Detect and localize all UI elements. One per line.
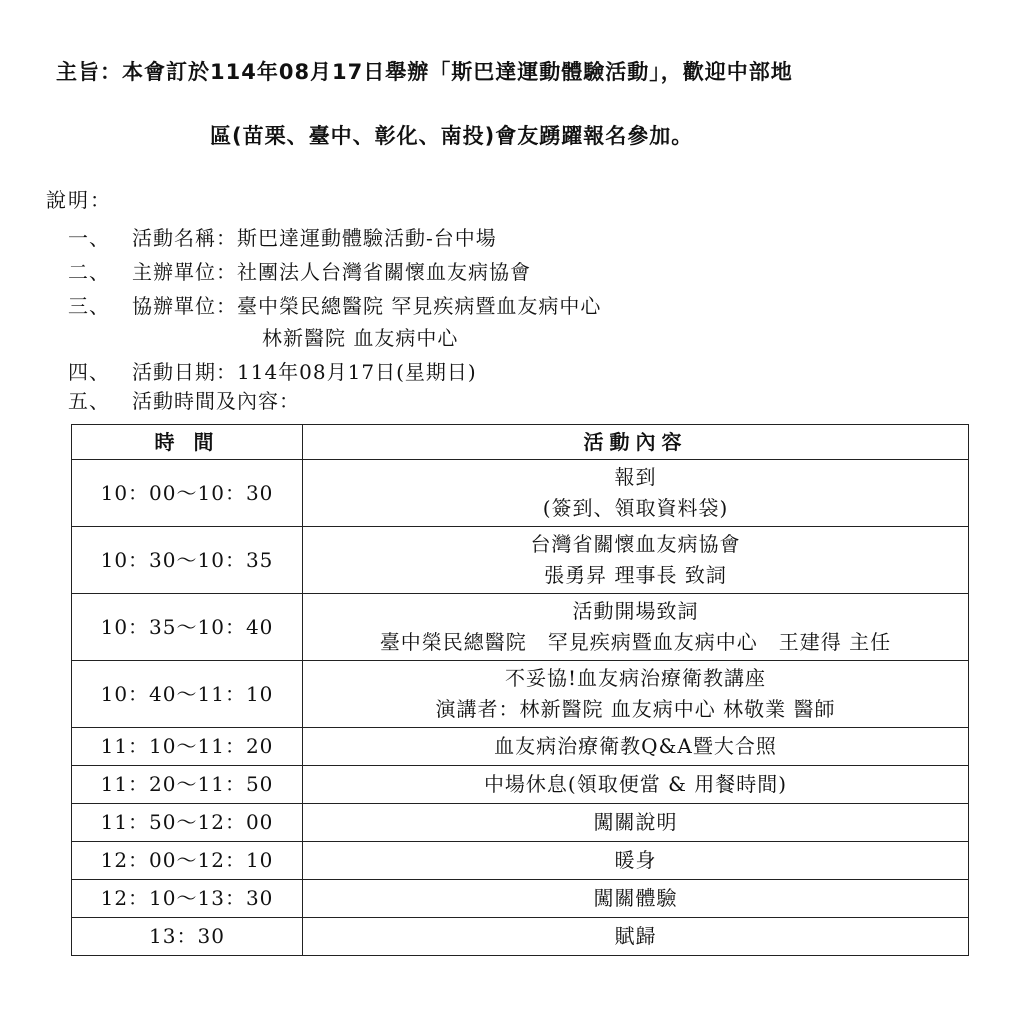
schedule-row (72, 880, 969, 918)
item-activity-name (68, 222, 497, 251)
item-key: 活動日期： (132, 360, 237, 384)
item-number: 一、 (68, 226, 110, 250)
item-key: 協辦單位： (132, 294, 237, 318)
schedule-row (72, 661, 969, 728)
content-line: 活動開場致詞 (572, 599, 699, 623)
time-cell: 12：00～12：10 (72, 842, 303, 880)
content-cell (303, 842, 969, 880)
schedule-header-row (72, 425, 969, 460)
content-line: 血友病治療衛教Q&A暨大合照 (494, 734, 777, 758)
content-line: 不妥協!血友病治療衛教講座 (504, 666, 767, 690)
item-co-organizer (68, 290, 601, 319)
item-activity-date (68, 356, 477, 385)
schedule-row (72, 527, 969, 594)
item-number: 三、 (68, 294, 110, 318)
content-line: 台灣省關懷血友病協會 (530, 532, 741, 556)
content-line: (簽到、領取資料袋) (542, 496, 729, 520)
content-line: 暖身 (614, 848, 657, 872)
content-cell (303, 728, 969, 766)
item-co-organizer-second: 林新醫院 血友病中心 (262, 326, 459, 350)
time-cell: 11：50～12：00 (72, 804, 303, 842)
content-cell (303, 918, 969, 956)
content-line: 賦歸 (614, 924, 657, 948)
time-cell: 13：30 (72, 918, 303, 956)
schedule-row (72, 766, 969, 804)
schedule-table (71, 424, 969, 956)
subject-line-2: 區(苗栗、臺中、彰化、南投)會友踴躍報名參加。 (210, 124, 694, 148)
explanation-label: 說明： (46, 188, 112, 212)
item-number: 二、 (68, 260, 110, 284)
item-key: 活動名稱： (132, 226, 237, 250)
content-line: 闖關體驗 (593, 886, 678, 910)
time-cell: 12：10～13：30 (72, 880, 303, 918)
content-cell (303, 460, 969, 527)
content-line: 臺中榮民總醫院 罕見疾病暨血友病中心 王建得 主任 (379, 630, 892, 654)
item-key: 活動時間及內容： (132, 389, 300, 413)
time-cell: 10：30～10：35 (72, 527, 303, 594)
content-line: 演講者：林新醫院 血友病中心 林敬業 醫師 (435, 697, 836, 721)
item-value: 斯巴達運動體驗活動-台中場 (237, 226, 497, 250)
content-line: 中場休息(領取便當 & 用餐時間) (483, 772, 788, 796)
time-cell: 11：10～11：20 (72, 728, 303, 766)
schedule-row (72, 728, 969, 766)
content-cell (303, 661, 969, 728)
item-key: 主辦單位： (132, 260, 237, 284)
content-cell (303, 880, 969, 918)
schedule-row (72, 918, 969, 956)
item-organizer (68, 256, 531, 285)
schedule-row (72, 594, 969, 661)
item-value: 114年08月17日(星期日) (237, 360, 477, 384)
item-number: 五、 (68, 389, 110, 413)
content-cell (303, 766, 969, 804)
item-number: 四、 (68, 360, 110, 384)
content-cell (303, 527, 969, 594)
content-cell (303, 804, 969, 842)
schedule-row (72, 804, 969, 842)
item-activity-schedule-label (68, 385, 300, 414)
subject-line-1: 主旨：本會訂於114年08月17日舉辦「斯巴達運動體驗活動」，歡迎中部地 (56, 60, 793, 84)
time-cell: 11：20～11：50 (72, 766, 303, 804)
schedule-row (72, 460, 969, 527)
schedule-row (72, 842, 969, 880)
item-value: 社團法人台灣省關懷血友病協會 (237, 260, 531, 284)
content-line: 闖關說明 (593, 810, 678, 834)
content-cell (303, 594, 969, 661)
item-value: 臺中榮民總醫院 罕見疾病暨血友病中心 (237, 294, 602, 318)
time-cell: 10：40～11：10 (72, 661, 303, 728)
time-cell: 10：00～10：30 (72, 460, 303, 527)
content-line: 張勇昇 理事長 致詞 (544, 563, 727, 587)
header-content: 活動內容 (303, 425, 969, 460)
header-time: 時 間 (72, 425, 303, 460)
content-line: 報到 (614, 465, 657, 489)
time-cell: 10：35～10：40 (72, 594, 303, 661)
